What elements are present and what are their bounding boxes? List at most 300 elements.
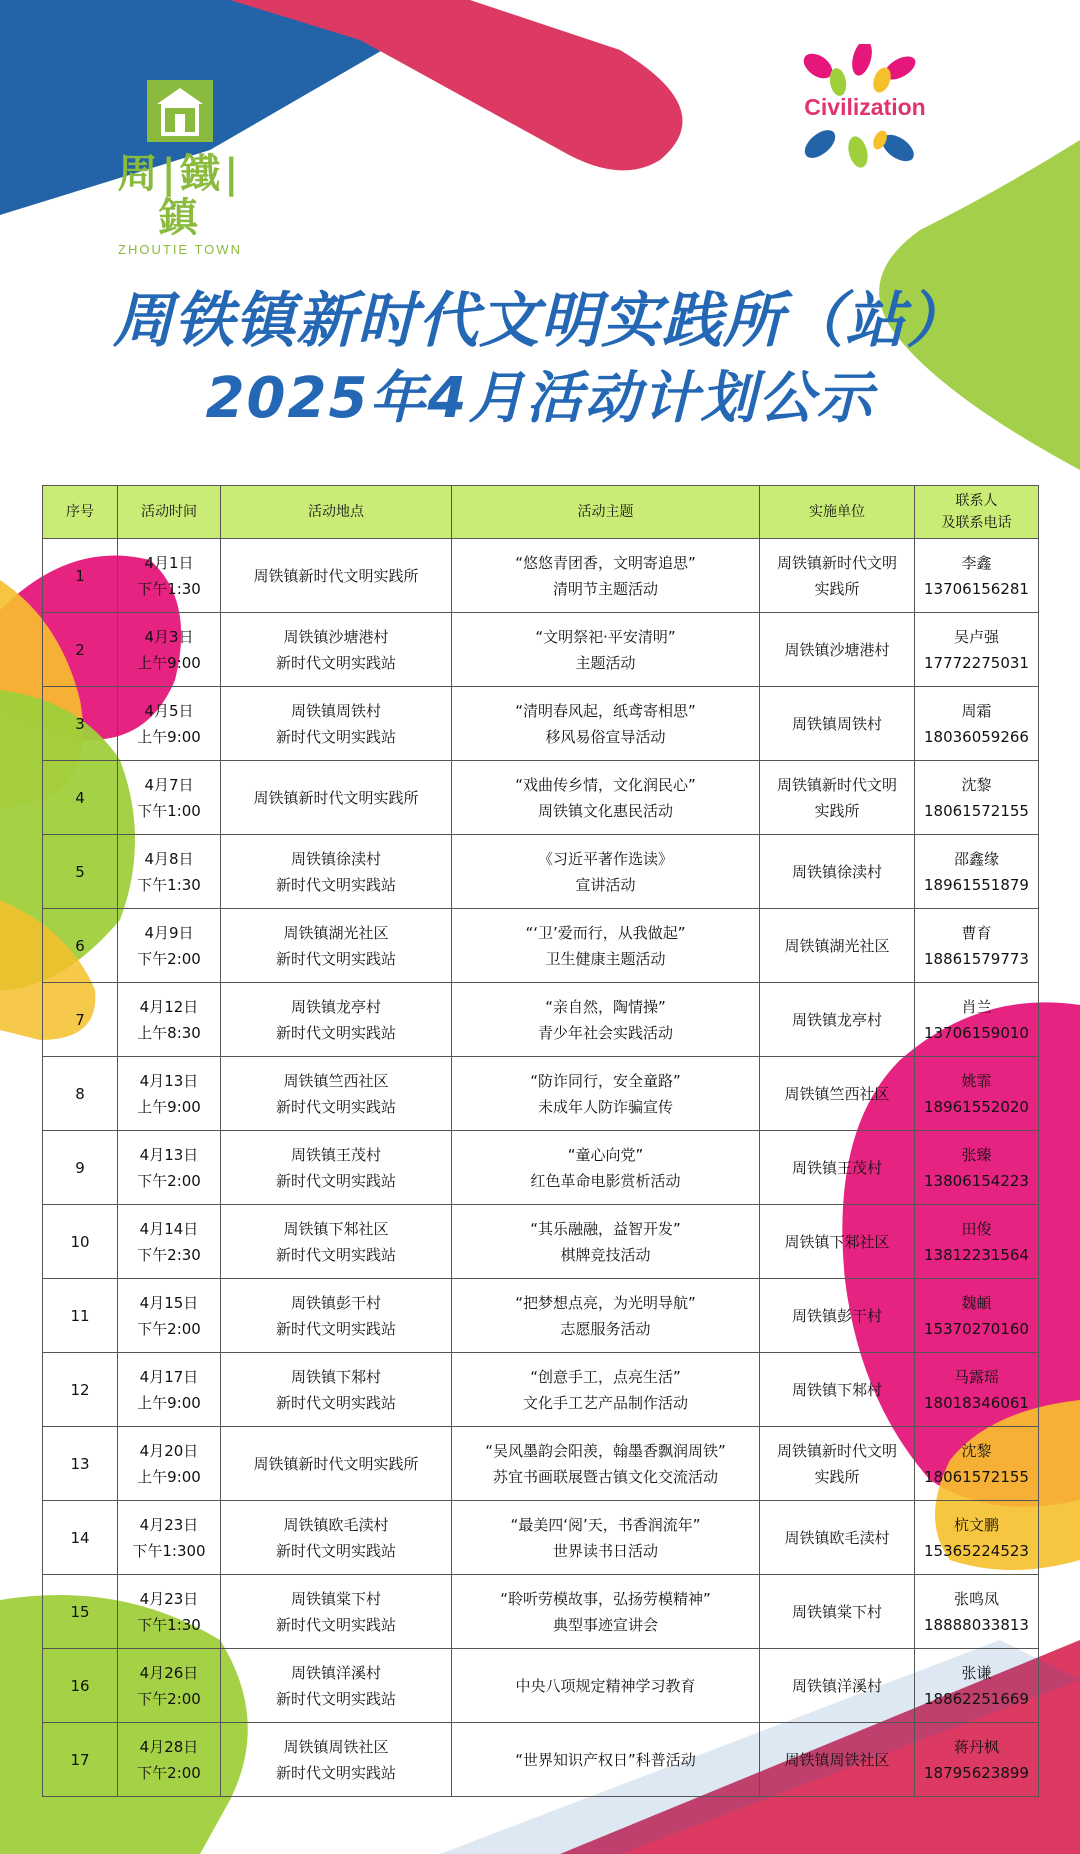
cell-contact-phone: 18861579773	[924, 949, 1029, 968]
cell-time-time: 下午2:00	[137, 1689, 201, 1708]
cell-unit-unit1: 周铁镇洋溪村	[791, 1676, 882, 1695]
cell-time-date: 4月17日	[139, 1367, 199, 1386]
cell-contact	[915, 1649, 1039, 1723]
cell-place-place1: 周铁镇王茂村	[290, 1145, 381, 1164]
cell-unit-unit1: 周铁镇周铁村	[791, 714, 882, 733]
cell-place-place1: 周铁镇欧毛渎村	[283, 1515, 389, 1534]
cell-time-date: 4月23日	[139, 1515, 199, 1534]
cell-theme-theme2: 未成年人防诈骗宣传	[537, 1097, 673, 1116]
cell-time-date: 4月12日	[139, 997, 199, 1016]
cell-place-place2: 新时代文明实践站	[275, 1541, 396, 1560]
cell-contact-person: 马露瑶	[953, 1367, 999, 1386]
table-row	[43, 983, 1039, 1057]
cell-no	[43, 1723, 118, 1797]
cell-time	[118, 909, 221, 983]
cell-no-no: 6	[75, 936, 85, 955]
cell-theme-theme1: “最美四‘阅’天，书香润流年”	[510, 1515, 701, 1534]
cell-no-no: 8	[75, 1084, 85, 1103]
cell-unit-unit1: 周铁镇龙亭村	[791, 1010, 882, 1029]
cell-contact-phone: 18961551879	[924, 875, 1029, 894]
header-time: 活动时间	[118, 486, 221, 539]
cell-unit	[760, 1575, 915, 1649]
cell-place-place2: 新时代文明实践站	[275, 1393, 396, 1412]
table-row	[43, 613, 1039, 687]
cell-no-no: 2	[75, 640, 85, 659]
header-no: 序号	[43, 486, 118, 539]
cell-contact-phone: 13812231564	[924, 1245, 1029, 1264]
cell-theme-theme1: “吴风墨韵会阳羡，翰墨香飘润周铁”	[485, 1441, 726, 1460]
cell-theme-theme1: “把梦想点亮，为光明导航”	[515, 1293, 696, 1312]
cell-time-time: 下午2:00	[137, 1319, 201, 1338]
cell-contact-person: 邵鑫缘	[953, 849, 999, 868]
cell-time-time: 上午9:00	[137, 1393, 201, 1412]
cell-contact-person: 蒋丹枫	[953, 1737, 999, 1756]
cell-time-date: 4月15日	[139, 1293, 199, 1312]
activity-table-wrapper	[42, 485, 1038, 1797]
cell-contact	[915, 687, 1039, 761]
cell-contact	[915, 1279, 1039, 1353]
cell-place-place2: 新时代文明实践站	[275, 1615, 396, 1634]
cell-place-place2: 新时代文明实践站	[275, 1023, 396, 1042]
cell-theme-theme2: 周铁镇文化惠民活动	[537, 801, 673, 820]
cell-time-time: 下午2:00	[137, 949, 201, 968]
cell-place-place1: 周铁镇新时代文明实践所	[253, 566, 419, 585]
cell-time-date: 4月8日	[144, 849, 194, 868]
cell-no	[43, 983, 118, 1057]
cell-theme-theme2: 清明节主题活动	[552, 579, 658, 598]
cell-no	[43, 909, 118, 983]
cell-time	[118, 1131, 221, 1205]
cell-no	[43, 539, 118, 613]
cell-contact	[915, 539, 1039, 613]
cell-theme	[452, 1501, 760, 1575]
cell-contact-phone: 13706156281	[924, 579, 1029, 598]
cell-place-place1: 周铁镇周铁社区	[283, 1737, 389, 1756]
cell-contact-person: 姚霏	[961, 1071, 992, 1090]
logo-chinese-name: 周|鐵|鎮	[117, 150, 243, 241]
cell-time-time: 下午1:300	[132, 1541, 206, 1560]
cell-theme	[452, 1575, 760, 1649]
cell-unit-unit1: 周铁镇沙塘港村	[784, 640, 890, 659]
cell-unit	[760, 835, 915, 909]
cell-theme-theme2: 红色革命电影赏析活动	[530, 1171, 681, 1190]
cell-unit-unit1: 周铁镇湖光社区	[784, 936, 890, 955]
cell-unit-unit1: 周铁镇周铁社区	[784, 1750, 890, 1769]
cell-place	[221, 1427, 452, 1501]
building-logo-icon	[145, 78, 215, 144]
cell-time-date: 4月13日	[139, 1071, 199, 1090]
cell-unit	[760, 1205, 915, 1279]
cell-time-time: 下午1:00	[137, 801, 201, 820]
cell-theme	[452, 1649, 760, 1723]
cell-theme-theme1: “‘卫’爱而行，从我做起”	[525, 923, 686, 942]
cell-place-place2: 新时代文明实践站	[275, 1245, 396, 1264]
cell-contact	[915, 1353, 1039, 1427]
cell-time	[118, 1279, 221, 1353]
cell-unit	[760, 1279, 915, 1353]
cell-unit-unit1: 周铁镇棠下村	[791, 1602, 882, 1621]
cell-theme-theme1: “清明春风起，纸鸢寄相思”	[515, 701, 696, 720]
cell-theme	[452, 835, 760, 909]
cell-no-no: 3	[75, 714, 85, 733]
cell-time-date: 4月14日	[139, 1219, 199, 1238]
cell-place-place1: 周铁镇龙亭村	[290, 997, 381, 1016]
cell-theme-theme2: 卫生健康主题活动	[545, 949, 666, 968]
activity-table	[42, 485, 1039, 1797]
table-row	[43, 1575, 1039, 1649]
table-row	[43, 1501, 1039, 1575]
cell-time-date: 4月5日	[144, 701, 194, 720]
cell-unit	[760, 687, 915, 761]
cell-unit-unit2: 实践所	[814, 1467, 860, 1486]
cell-no-no: 7	[75, 1010, 85, 1029]
cell-unit-unit1: 周铁镇新时代文明	[776, 1441, 897, 1460]
cell-contact	[915, 1057, 1039, 1131]
cell-theme-theme2: 苏宜书画联展暨古镇文化交流活动	[492, 1467, 718, 1486]
cell-unit	[760, 909, 915, 983]
cell-time-time: 下午2:30	[137, 1245, 201, 1264]
cell-place-place2: 新时代文明实践站	[275, 653, 396, 672]
cell-theme-theme2: 世界读书日活动	[552, 1541, 658, 1560]
cell-contact-phone: 13706159010	[924, 1023, 1029, 1042]
table-row	[43, 761, 1039, 835]
cell-time	[118, 539, 221, 613]
cell-theme	[452, 909, 760, 983]
cell-unit-unit2: 实践所	[814, 579, 860, 598]
cell-contact-phone: 15365224523	[924, 1541, 1029, 1560]
cell-no	[43, 1649, 118, 1723]
cell-no	[43, 835, 118, 909]
cell-no-no: 4	[75, 788, 85, 807]
cell-no-no: 16	[70, 1676, 90, 1695]
cell-time	[118, 1723, 221, 1797]
cell-time-time: 上午9:00	[137, 1467, 201, 1486]
table-row	[43, 1353, 1039, 1427]
cell-place-place2: 新时代文明实践站	[275, 949, 396, 968]
table-row	[43, 1279, 1039, 1353]
cell-no	[43, 1353, 118, 1427]
cell-theme	[452, 1723, 760, 1797]
cell-unit	[760, 983, 915, 1057]
cell-time-date: 4月23日	[139, 1589, 199, 1608]
cell-unit-unit1: 周铁镇彭干村	[791, 1306, 882, 1325]
cell-time	[118, 983, 221, 1057]
cell-theme-theme1: 《习近平著作选读》	[537, 849, 673, 868]
cell-place-place1: 周铁镇棠下村	[290, 1589, 381, 1608]
cell-theme	[452, 1131, 760, 1205]
cell-contact	[915, 1427, 1039, 1501]
cell-place-place1: 周铁镇彭干村	[290, 1293, 381, 1312]
header-contact	[915, 486, 1039, 539]
cell-contact-person: 杭文鹏	[953, 1515, 999, 1534]
cell-place	[221, 687, 452, 761]
cell-no	[43, 1131, 118, 1205]
table-row	[43, 909, 1039, 983]
cell-place-place1: 周铁镇洋溪村	[290, 1663, 381, 1682]
cell-theme	[452, 1205, 760, 1279]
cell-theme-theme2: 文化手工艺产品制作活动	[522, 1393, 688, 1412]
cell-time-date: 4月7日	[144, 775, 194, 794]
table-row	[43, 835, 1039, 909]
cell-contact	[915, 909, 1039, 983]
header-contact-line1: 联系人	[955, 493, 998, 509]
cell-no-no: 11	[70, 1306, 90, 1325]
cell-unit	[760, 1353, 915, 1427]
cell-no-no: 14	[70, 1528, 90, 1547]
cell-place	[221, 1649, 452, 1723]
cell-contact-person: 周霜	[961, 701, 992, 720]
cell-time	[118, 1353, 221, 1427]
cell-contact-phone: 18018346061	[924, 1393, 1029, 1412]
cell-place	[221, 539, 452, 613]
cell-time	[118, 1649, 221, 1723]
cell-place-place1: 周铁镇下邾村	[290, 1367, 381, 1386]
cell-no	[43, 1501, 118, 1575]
table-row	[43, 1649, 1039, 1723]
cell-no-no: 12	[70, 1380, 90, 1399]
cell-no	[43, 761, 118, 835]
cell-contact	[915, 1131, 1039, 1205]
cell-theme	[452, 983, 760, 1057]
cell-theme-theme2: 主题活动	[575, 653, 636, 672]
cell-contact-person: 张谦	[961, 1663, 992, 1682]
cell-place	[221, 1723, 452, 1797]
cell-contact-phone: 18061572155	[924, 1467, 1029, 1486]
cell-unit	[760, 1057, 915, 1131]
cell-unit-unit1: 周铁镇新时代文明	[776, 775, 897, 794]
cell-unit-unit2: 实践所	[814, 801, 860, 820]
civilization-logo	[790, 44, 950, 174]
cell-theme-theme1: “戏曲传乡情，文化润民心”	[515, 775, 696, 794]
cell-theme	[452, 1279, 760, 1353]
table-body	[43, 539, 1039, 1797]
cell-contact	[915, 1205, 1039, 1279]
cell-contact-phone: 18862251669	[924, 1689, 1029, 1708]
cell-place	[221, 983, 452, 1057]
cell-time	[118, 613, 221, 687]
cell-unit-unit1: 周铁镇新时代文明	[776, 553, 897, 572]
cell-time	[118, 1427, 221, 1501]
cell-theme-theme1: 中央八项规定精神学习教育	[515, 1676, 696, 1695]
cell-place	[221, 835, 452, 909]
cell-no-no: 15	[70, 1602, 90, 1621]
cell-theme	[452, 761, 760, 835]
cell-theme-theme1: “其乐融融，益智开发”	[530, 1219, 681, 1238]
cell-theme-theme1: “防诈同行，安全童路”	[530, 1071, 681, 1090]
cell-contact-phone: 18061572155	[924, 801, 1029, 820]
header-contact-line2: 及联系电话	[941, 515, 1012, 531]
cell-place-place1: 周铁镇下邾社区	[283, 1219, 389, 1238]
cell-time	[118, 1205, 221, 1279]
cell-theme	[452, 1427, 760, 1501]
cell-time	[118, 1575, 221, 1649]
cell-theme-theme2: 青少年社会实践活动	[537, 1023, 673, 1042]
title-line-2: 2025年4月活动计划公示	[205, 366, 875, 431]
cell-theme-theme2: 典型事迹宣讲会	[552, 1615, 658, 1634]
cell-place	[221, 909, 452, 983]
cell-place	[221, 1131, 452, 1205]
cell-contact-phone: 18888033813	[924, 1615, 1029, 1634]
cell-no-no: 5	[75, 862, 85, 881]
cell-theme-theme1: “亲自然，陶情操”	[545, 997, 666, 1016]
cell-contact	[915, 983, 1039, 1057]
cell-no	[43, 613, 118, 687]
cell-no	[43, 1279, 118, 1353]
cell-contact-person: 沈黎	[961, 775, 992, 794]
cell-place	[221, 1575, 452, 1649]
cell-time-time: 下午2:00	[137, 1763, 201, 1782]
cell-no	[43, 1057, 118, 1131]
cell-place-place2: 新时代文明实践站	[275, 1319, 396, 1338]
cell-place	[221, 1501, 452, 1575]
table-row	[43, 1205, 1039, 1279]
cell-theme-theme1: “世界知识产权日”科普活动	[515, 1750, 696, 1769]
cell-no-no: 10	[70, 1232, 90, 1251]
page-title	[0, 285, 1080, 435]
cell-theme-theme2: 志愿服务活动	[560, 1319, 651, 1338]
cell-unit-unit1: 周铁镇王茂村	[791, 1158, 882, 1177]
cell-contact-phone: 18961552020	[924, 1097, 1029, 1116]
cell-theme	[452, 613, 760, 687]
cell-unit	[760, 1427, 915, 1501]
cell-contact	[915, 613, 1039, 687]
cell-time	[118, 1501, 221, 1575]
cell-time-date: 4月1日	[144, 553, 194, 572]
cell-place-place1: 周铁镇徐渎村	[290, 849, 381, 868]
cell-unit	[760, 1649, 915, 1723]
cell-theme-theme1: “文明祭祀·平安清明”	[535, 627, 676, 646]
cell-place-place1: 周铁镇新时代文明实践所	[253, 1454, 419, 1473]
cell-no-no: 13	[70, 1454, 90, 1473]
header-unit: 实施单位	[760, 486, 915, 539]
cell-contact-phone: 15370270160	[924, 1319, 1029, 1338]
cell-theme-theme1: “聆听劳模故事，弘扬劳模精神”	[500, 1589, 711, 1608]
cell-no-no: 17	[70, 1750, 90, 1769]
table-row	[43, 1057, 1039, 1131]
cell-place-place1: 周铁镇新时代文明实践所	[253, 788, 419, 807]
cell-time-date: 4月3日	[144, 627, 194, 646]
cell-theme	[452, 1057, 760, 1131]
cell-unit	[760, 1131, 915, 1205]
cell-place-place1: 周铁镇周铁村	[290, 701, 381, 720]
cell-theme	[452, 687, 760, 761]
cell-time-time: 上午8:30	[137, 1023, 201, 1042]
header-theme: 活动主题	[452, 486, 760, 539]
cell-no	[43, 687, 118, 761]
cell-unit-unit1: 周铁镇欧毛渎村	[784, 1528, 890, 1547]
cell-time-date: 4月13日	[139, 1145, 199, 1164]
cell-contact-person: 吴卢强	[953, 627, 999, 646]
cell-contact	[915, 835, 1039, 909]
table-row	[43, 539, 1039, 613]
cell-contact	[915, 1575, 1039, 1649]
cell-contact	[915, 1723, 1039, 1797]
cell-contact-phone: 18036059266	[924, 727, 1029, 746]
cell-unit-unit1: 周铁镇竺西社区	[784, 1084, 890, 1103]
cell-contact-person: 沈黎	[961, 1441, 992, 1460]
table-row	[43, 1427, 1039, 1501]
cell-time	[118, 687, 221, 761]
header-place: 活动地点	[221, 486, 452, 539]
cell-contact	[915, 1501, 1039, 1575]
cell-place-place2: 新时代文明实践站	[275, 875, 396, 894]
cell-time-time: 下午1:30	[137, 875, 201, 894]
cell-contact-person: 田俊	[961, 1219, 992, 1238]
cell-unit	[760, 1723, 915, 1797]
cell-place-place2: 新时代文明实践站	[275, 1763, 396, 1782]
cell-time	[118, 1057, 221, 1131]
table-row	[43, 687, 1039, 761]
cell-time-date: 4月26日	[139, 1663, 199, 1682]
cell-unit-unit1: 周铁镇徐渎村	[791, 862, 882, 881]
cell-unit-unit1: 周铁镇下邾社区	[784, 1232, 890, 1251]
cell-place-place2: 新时代文明实践站	[275, 1689, 396, 1708]
cell-time-time: 下午1:30	[137, 579, 201, 598]
cell-theme-theme1: “创意手工，点亮生活”	[530, 1367, 681, 1386]
title-line-1: 周铁镇新时代文明实践所（站）	[113, 286, 967, 356]
cell-unit	[760, 539, 915, 613]
cell-time-date: 4月20日	[139, 1441, 199, 1460]
cell-time	[118, 835, 221, 909]
cell-no-no: 1	[75, 566, 85, 585]
cell-time-time: 下午2:00	[137, 1171, 201, 1190]
cell-place	[221, 761, 452, 835]
cell-place	[221, 1057, 452, 1131]
table-header-row	[43, 486, 1039, 539]
cell-contact-phone: 13806154223	[924, 1171, 1029, 1190]
table-row	[43, 1131, 1039, 1205]
cell-place-place2: 新时代文明实践站	[275, 727, 396, 746]
cell-unit	[760, 761, 915, 835]
cell-theme-theme2: 棋牌竞技活动	[560, 1245, 651, 1264]
cell-time-time: 上午9:00	[137, 653, 201, 672]
cell-contact-person: 李鑫	[961, 553, 992, 572]
cell-time-date: 4月9日	[144, 923, 194, 942]
cell-no	[43, 1427, 118, 1501]
cell-place-place1: 周铁镇竺西社区	[283, 1071, 389, 1090]
cell-theme-theme1: “童心向党”	[567, 1145, 644, 1164]
cell-contact-person: 张鸣凤	[953, 1589, 999, 1608]
zhoutie-town-logo	[100, 78, 260, 257]
cell-time-time: 上午9:00	[137, 1097, 201, 1116]
cell-time-date: 4月28日	[139, 1737, 199, 1756]
cell-unit	[760, 613, 915, 687]
cell-theme	[452, 1353, 760, 1427]
cell-unit	[760, 1501, 915, 1575]
cell-place-place1: 周铁镇沙塘港村	[283, 627, 389, 646]
logo-english-name: ZHOUTIE TOWN	[118, 242, 242, 257]
cell-contact-person: 肖兰	[961, 997, 992, 1016]
civilization-word: Civilization	[804, 94, 926, 120]
cell-contact-person: 曹育	[961, 923, 992, 942]
cell-place	[221, 1205, 452, 1279]
table-row	[43, 1723, 1039, 1797]
cell-place	[221, 613, 452, 687]
cell-contact-person: 魏頔	[961, 1293, 992, 1312]
cell-theme-theme2: 移风易俗宣导活动	[545, 727, 666, 746]
cell-place	[221, 1353, 452, 1427]
cell-theme	[452, 539, 760, 613]
cell-place-place2: 新时代文明实践站	[275, 1171, 396, 1190]
cell-theme-theme2: 宣讲活动	[575, 875, 636, 894]
cell-no	[43, 1575, 118, 1649]
cell-time	[118, 761, 221, 835]
cell-theme-theme1: “悠悠青团香，文明寄追思”	[515, 553, 696, 572]
cell-contact-person: 张臻	[961, 1145, 992, 1164]
cell-contact	[915, 761, 1039, 835]
cell-no-no: 9	[75, 1158, 85, 1177]
cell-time-time: 上午9:00	[137, 727, 201, 746]
